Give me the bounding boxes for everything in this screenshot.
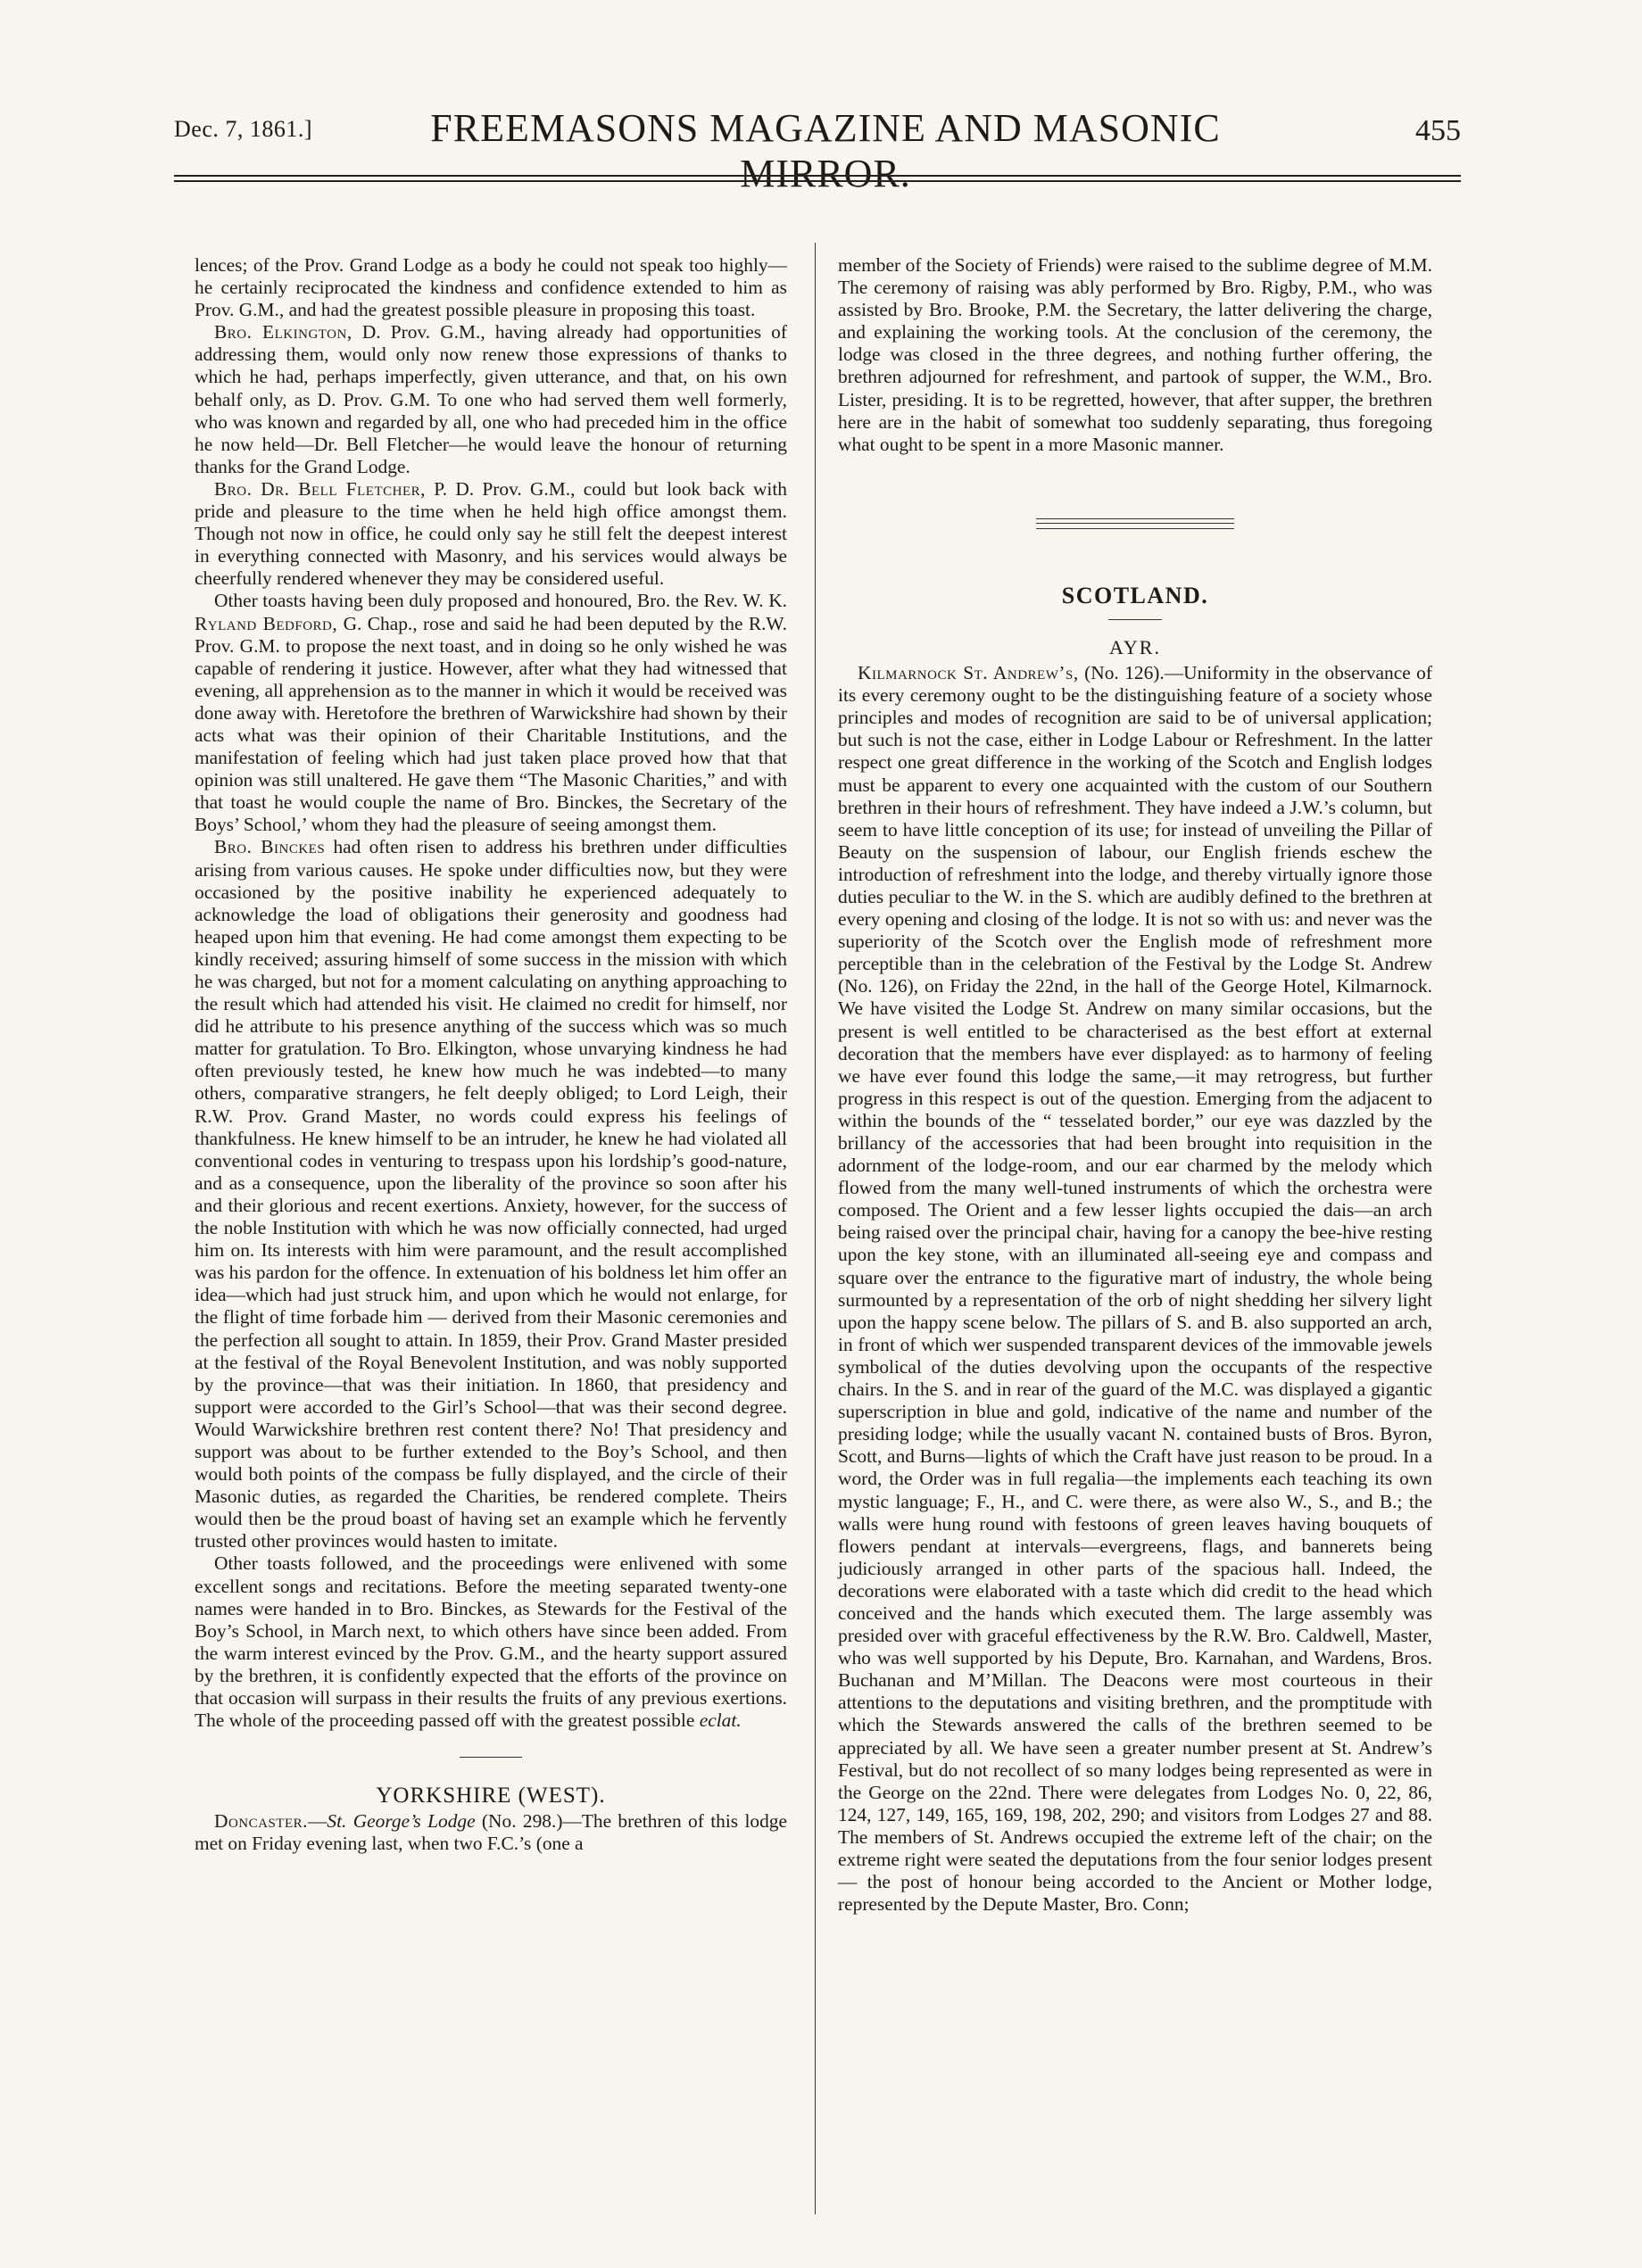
paragraph: Doncaster.—St. George’s Lodge (No. 298.)—The brethren of this lodge met on Friday evening last, when two F.C.’s (one a — [195, 1810, 787, 1855]
speaker-name: Ryland Bedford, — [195, 612, 338, 634]
right-column — [838, 254, 1432, 1916]
header-rule — [174, 175, 1461, 177]
section-heading-scotland: SCOTLAND. — [1061, 582, 1209, 608]
speaker-name: Bro. Elkington, — [214, 321, 352, 344]
left-column — [195, 254, 787, 1855]
paragraph: Bro. Elkington, D. Prov. G.M., having already had opportunities of addressing them, would only now renew those expressions of thanks to which he had, perhaps imperfectly, given utterance, and that, on his own behalf only, as D. Prov. G.M. To one who had served them well formerly, who was known and regarded by all, one who had preceded him in the office he now held—Dr. Bell Fletcher—he would leave the honour of returning thanks for the Grand Lodge. — [195, 321, 788, 477]
header-date: Dec. 7, 1861.] — [174, 116, 313, 142]
paragraph: Other toasts having been duly proposed and honoured, Bro. the Rev. W. K. Ryland Bedford, G. Chap., rose and said he had been deputed by the R.W. Prov. G.M. to propose the next toast, and in doing so he only wished he was capable of rendering it justice. However, after what they had witnessed that evening, all apprehension as to the manner in which it would be received was done away with. Heretofore the brethren of Warwickshire had shown by their acts what was their opinion of their Charitable Institutions, and the manifestation of feeling which had just taken place proved how that that opinion was still unaltered. He gave them “The Masonic Charities,” and with that toast he would couple the name of Bro. Binckes, the Secretary of the Boys’ School,’ whom they had the pleasure of seeing amongst them. — [195, 590, 788, 836]
section-divider — [1036, 518, 1234, 529]
paragraph: Kilmarnock St. Andrew’s, (No. 126).—Uniformity in the observance of its every ceremony ought to be the distinguishing feature of a society whose principles and modes of recognition are said to be of universal application; but such is not the case, either in Lodge Labour or Refreshment. In the latter respect one great difference in the working of the Scotch and English lodges must be apparent to every one acquainted with the custom of our Southern brethren in their hours of refreshment. They have indeed a J.W.’s column, but seem to have little conception of its use; for instead of unveiling the Pillar of Beauty on the suspension of labour, our English friends eschew the introduction of refreshment into the lodge, and thereby virtually ignore those duties peculiar to the W. in the S. which are audibly defined to the brethren at every opening and closing of the lodge. It is not so with us: and never was the superiority of the Scotch over the English mode of refreshment more perceptible than in the celebration of the Festival by the Lodge St. Andrew (No. 126), on Friday the 22nd, in the hall of the George Hotel, Kilmarnock. We have visited the Lodge St. Andrew on many similar occasions, but the present is well entitled to be characterised as the best effort at external decoration that the members have ever displayed: as to harmony of feeling we have ever found this lodge the same,—it may retrogress, but further progress in this respect is out of the question. Emerging from the adjacent to within the bounds of the “ tesselated border,” our eye was dazzled by the brillancy of the accessories that had been brought into requisition in the adornment of the lodge-room, and our ear charmed by the melody which flowed from the many well-tuned instruments of which the orchestra were composed. The Orient and a few lesser lights occupied the dais—an arch being raised over the principal chair, having for a canopy the bee-hive resting upon the key stone, with an illuminated all-seeing eye and compass and square over the entrance to the figurative mart of industry, the whole being surmounted by a representation of the orb of night shedding her silvery light upon the happy scene below. The pillars of S. and B. also supported an arch, in front of which wer suspended transparent devices of the immovable jewels symbolical of the duties devolving upon the occupants of the respective chairs. In the S. and in rear of the guard of the M.C. was displayed a gigantic superscription in blue and gold, indicative of the name and number of the presiding lodge; while the usually vacant N. contained busts of Bros. Byron, Scott, and Burns—lights of which the Craft have just reason to be proud. In a word, the Order was in full regalia—the implements each teaching its own mystic language; F., H., and C. were there, as were also W., S., and B.; the walls were hung round with festoons of green leaves having bouquets of flowers pendant at intervals—evergreens, flags, and bannerets being judiciously arranged in other parts of the spacious hall. Indeed, the decorations were elaborated with a taste which did credit to the head which conceived and the hands which executed them. The large assembly was presided over with graceful effectiveness by the R.W. Bro. Caldwell, Master, who was well supported by his Depute, Bro. Karnahan, and Wardens, Bros. Buchanan and M’Millan. The Deacons were most courteous in their attentions to the deputations and visiting brethren, and the promptitude with which the Stewards answered the calls of the brethren seemed to be appreciated by all. We have seen a greater number present at St. Andrew’s Festival, but do not recollect of so many lodges being represented as were in the George on the 22nd. There were delegates from Lodges No. 0, 22, 86, 124, 127, 149, 165, 169, 198, 202, 290; and visitors from Lodges 27 and 88. The members of St. Andrews occupied the extreme left of the chair; on the extreme right were seated the deputations from the four senior lodges present — the post of honour being accorded to the Ancient or Mother lodge, represented by the Depute Master, Bro. Conn; — [838, 662, 1432, 1916]
subheading-ayr: AYR. — [1109, 635, 1161, 658]
section-heading-yorkshire: YORKSHIRE (WEST). — [376, 1784, 606, 1809]
speaker-name: Bro. Dr. Bell Fletcher, — [214, 477, 426, 500]
lodge-name: Kilmarnock St. Andrew’s, — [858, 662, 1079, 684]
section-rule — [1108, 619, 1162, 620]
paragraph: Other toasts followed, and the proceedings were enlivened with some excellent songs and recitations. Before the meeting separated twenty-one names were handed in to Bro. Binckes, as Stewards for the Festival of the Boy’s School, in March next, to which others have since been added. From the warm interest evinced by the Prov. G.M., and the hearty support assured by the brethren, it is confidently expected that the efforts of the province on that occasion will surpass in their results the fruits of any previous exertions. The whole of the proceeding passed off with the greatest possible eclat. — [195, 1552, 787, 1732]
speaker-name: Bro. Binckes — [214, 836, 326, 858]
header-rule-inner — [174, 180, 1461, 182]
paragraph: lences; of the Prov. Grand Lodge as a body he could not speak too highly—he certainly reciprocated the kindness and confidence extended to him as Prov. G.M., and had the greatest possible pleasure in proposing this toast. — [195, 254, 787, 321]
paragraph: member of the Society of Friends) were raised to the sublime degree of M.M. The ceremony of raising was ably performed by Bro. Rigby, P.M., who was assisted by Bro. Brooke, P.M. the Secretary, the latter delivering the charge, and explaining the working tools. At the conclusion of the ceremony, the lodge was closed in the three degrees, and nothing further offering, the brethren adjourned for refreshment, and partook of supper, the W.M., Bro. Lister, presiding. It is to be regretted, however, that after supper, the brethren here are in the habit of somewhat too suddenly separating, thus foregoing what ought to be spent in a more Masonic manner. — [838, 254, 1432, 455]
section-rule — [460, 1757, 522, 1758]
page-header — [174, 105, 1461, 195]
paragraph: Bro. Dr. Bell Fletcher, P. D. Prov. G.M., could but look back with pride and pleasure to the time when he held high office amongst them. Though not now in office, he could only say he still felt the deepest interest in everything connected with Masonry, and his services would always be cheerfully rendered whenever they may be considered useful. — [195, 477, 788, 590]
page-number: 455 — [1415, 114, 1461, 147]
column-divider — [815, 243, 816, 2214]
place-name: Doncaster. — [214, 1810, 308, 1833]
header-title: FREEMASONS MAGAZINE AND MASONIC MIRROR. — [430, 106, 1221, 195]
paragraph: Bro. Binckes had often risen to address his brethren under difficulties arising from various causes. He spoke under difficulties now, but they were occasioned by the positive inability he experienced adequately to acknowledge the load of obligations their generosity and goodness had heaped upon him that evening. He had come amongst them expecting to be kindly received; assuring himself of some success in the mission with which he was charged, but not for a moment calculating on anything approaching to the result which had attended his visit. He claimed no credit for himself, nor did he attribute to his presence anything of the success which was so much matter for gratulation. To Bro. Elkington, whose unvarying kindness he had often previously tested, he knew how much he was indebted—to many others, comparative strangers, he felt deeply obliged; to Lord Leigh, their R.W. Prov. Grand Master, no words could express his feelings of thankfulness. He knew himself to be an intruder, he knew he had violated all conventional codes in venturing to trespass upon his lordship’s good-nature, and as a consequence, upon the liberality of the province so soon after his and their glorious and recent exertions. Anxiety, however, for the success of the noble Institution with which he was now officially connected, had urged him on. Its interests with him were paramount, and the result accomplished was his pardon for the offence. In extenuation of his boldness let him offer an idea—which had just struck him, and upon which he would not enlarge, for the flight of time forbade him — derived from their Masonic ceremonies and the perfection all sought to attain. In 1859, their Prov. Grand Master presided at the festival of the Royal Benevolent Institution, and was nobly supported by the province—that was their initiation. In 1860, that presidency and support were accorded to the Girl’s School—that was their second degree. Would Warwickshire brethren rest content there? No! That presidency and support was about to be further extended to the Boy’s School, and then would both points of the compass be fully displayed, and the circle of their Masonic duties, as regarded the Charities, be rendered complete. Theirs would then be the proud boast of having set an example which he fervently trusted other provinces would hasten to imitate. — [195, 836, 787, 1552]
